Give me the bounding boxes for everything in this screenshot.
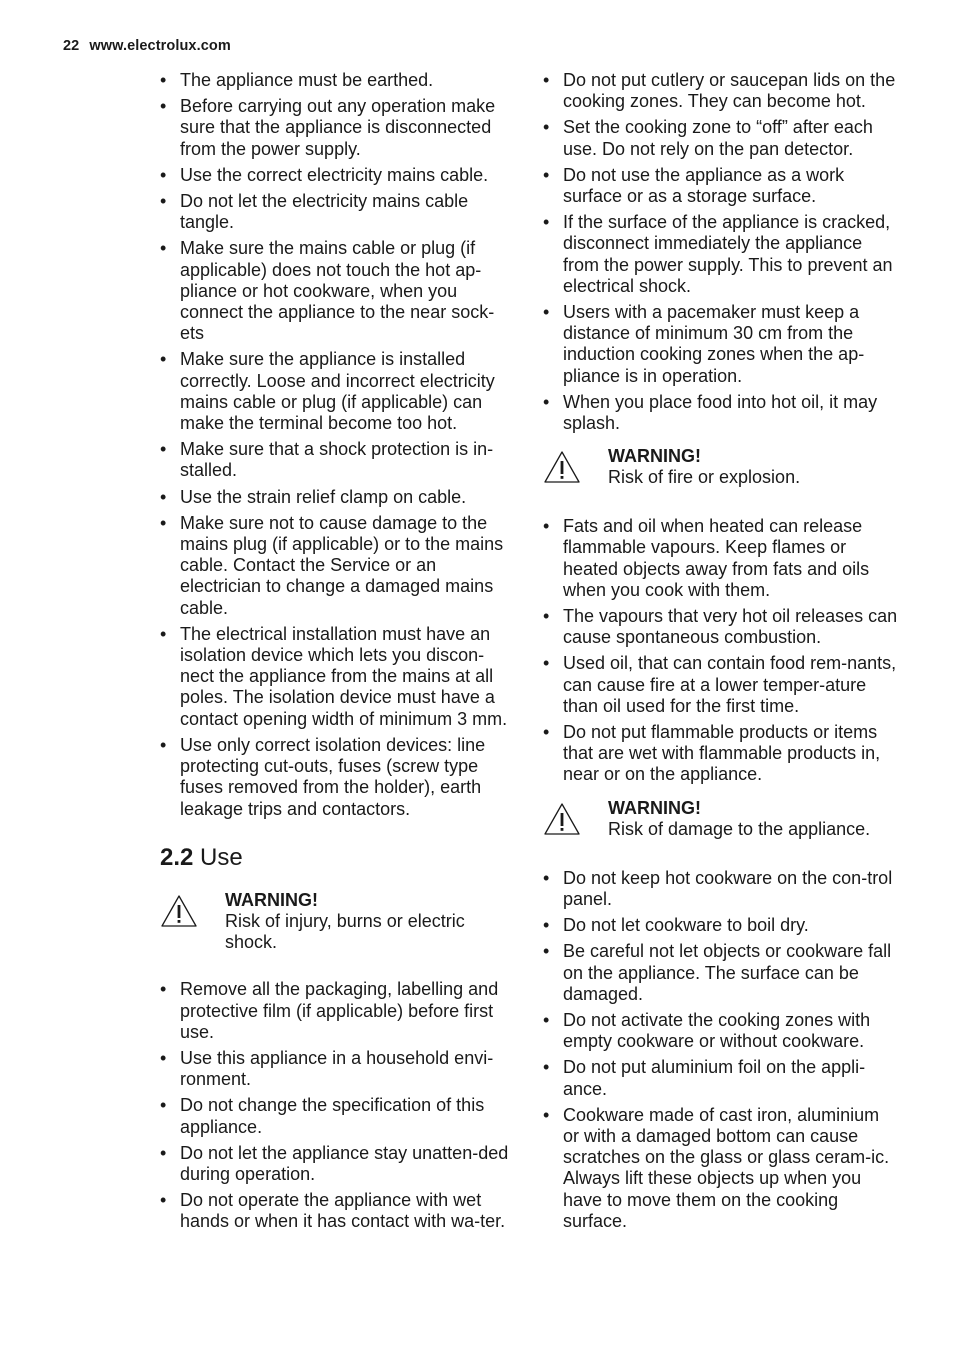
warning-triangle-icon [543,450,581,484]
list-item: • Do not put flammable products or items that are wet with flammable products in, near or on the appliance. [543,722,899,786]
list-item: • Be careful not let objects or cookware fall on the appliance. The surface can be damaged. [543,941,899,1005]
warning-title: WARNING! [608,446,701,467]
list-item: • Before carrying out any operation make sure that the appliance is disconnected from the power supply. [160,96,516,160]
list-item: • Do not put aluminium foil on the appli-ance. [543,1057,899,1099]
list-item: • Do not use the appliance as a work surface or as a storage surface. [543,165,899,207]
list-item: • Do not put cutlery or saucepan lids on the cooking zones. They can become hot. [543,70,899,112]
warning-triangle-icon [160,894,198,928]
right-bullet-list-2 [543,516,899,785]
list-item: • Use the strain relief clamp on cable. [160,487,516,508]
list-item: • Do not let the electricity mains cable tangle. [160,191,516,233]
list-item: • Make sure the appliance is installed correctly. Loose and incorrect electricity mains cable or plug (if applicable) can make the terminal become too hot. [160,349,516,434]
list-item: • Use this appliance in a household envi-ronment. [160,1048,516,1090]
list-item: • Do not change the specification of this appliance. [160,1095,516,1137]
page-number: 22 [63,38,80,54]
list-item: • If the surface of the appliance is cracked, disconnect immediately the appliance from the power supply. This to prevent an electrical shock. [543,212,899,297]
left-bottom-bullet-list [160,979,516,1232]
left-column [160,70,516,1238]
list-item: • Do not let cookware to boil dry. [543,915,899,936]
list-item: • Used oil, that can contain food rem-nants, can cause fire at a lower temper-ature than oil used for the first time. [543,653,899,717]
website-url: www.electrolux.com [89,38,231,54]
section-number: 2.2 [160,843,194,871]
list-item: • The appliance must be earthed. [160,70,516,91]
list-item: • When you place food into hot oil, it may splash. [543,392,899,434]
section-heading [160,844,516,872]
right-bullet-list-3 [543,868,899,1232]
list-item: • Do not let the appliance stay unatten-ded during operation. [160,1143,516,1185]
list-item: • Make sure the mains cable or plug (if applicable) does not touch the hot ap-pliance or hot cookware, when you connect the appliance to the near sock-ets [160,238,516,344]
list-item: • Use only correct isolation devices: line protecting cut-outs, fuses (screw type fuses removed from the holder), earth leakage trips and contactors. [160,735,516,820]
warning-box-damage [543,798,899,842]
warning-title: WARNING! [225,889,318,910]
section-title: Use [200,843,243,871]
list-item: • Users with a pacemaker must keep a distance of minimum 30 cm from the induction cooking zones when the ap-pliance is in operation. [543,302,899,387]
warning-text: Risk of injury, burns or electric shock. [225,910,465,953]
list-item: • The vapours that very hot oil releases can cause spontaneous combustion. [543,606,899,648]
list-item: • Use the correct electricity mains cable. [160,165,516,186]
list-item: • Fats and oil when heated can release flammable vapours. Keep flames or heated objects away from fats and oils when you cook with them. [543,516,899,601]
page-header [63,38,231,54]
left-top-bullet-list [160,70,516,820]
right-column [543,70,899,1237]
list-item: • Cookware made of cast iron, aluminium or with a damaged bottom can cause scratches on the glass or glass ceram-ic. Always lift these objects up when you have to move them on the cooking surface. [543,1105,899,1232]
list-item: • Set the cooking zone to “off” after each use. Do not rely on the pan detector. [543,117,899,159]
list-item: • Do not operate the appliance with wet hands or when it has contact with wa-ter. [160,1190,516,1232]
warning-text: Risk of fire or explosion. [608,467,801,488]
warning-title: WARNING! [608,797,701,818]
warning-box-fire [543,446,899,490]
warning-box-injury [160,890,516,954]
list-item: • Do not activate the cooking zones with empty cookware or without cookware. [543,1010,899,1052]
warning-triangle-icon [543,802,581,836]
list-item: • Remove all the packaging, labelling and protective film (if applicable) before first use. [160,979,516,1043]
warning-text: Risk of damage to the appliance. [608,818,871,839]
list-item: • Do not keep hot cookware on the con-trol panel. [543,868,899,910]
list-item: • Make sure that a shock protection is in-stalled. [160,439,516,481]
list-item: • Make sure not to cause damage to the mains plug (if applicable) or to the mains cable. Contact the Service or an electrician to change a damaged mains cable. [160,513,516,619]
list-item: • The electrical installation must have an isolation device which lets you discon-nect the appliance from the mains at all poles. The isolation device must have a contact opening width of minimum 3 mm. [160,624,516,730]
right-bullet-list-1 [543,70,899,434]
